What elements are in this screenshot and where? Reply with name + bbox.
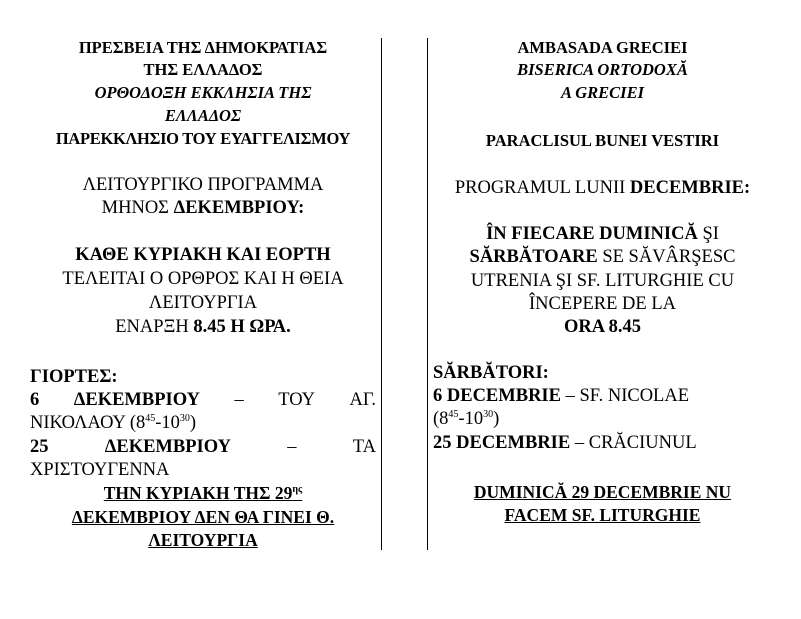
note-line-2: ΔΕΚΕΜΒΡΙΟΥ ΔΕΝ ΘΑ ΓΙΝΕΙ Θ. — [71, 507, 335, 527]
note-line-3: ΛΕΙΤΟΥΡΓΙΑ — [148, 530, 258, 550]
ro-service-line: UTRENIA ŞI SF. LITURGHIE CU — [470, 271, 735, 291]
feast-2-day: 25 — [30, 437, 49, 457]
ro-feast-1-rest: – SF. NICOLAE — [560, 386, 690, 406]
start-prefix: ΕΝΑΡΞΗ — [115, 317, 189, 337]
column-divider-right — [427, 38, 428, 550]
feast-1-name: ΝΙΚΟΛΑΟΥ (8 — [30, 413, 146, 433]
feast-2-dash: – — [287, 437, 297, 457]
ro-feast-1-close: ) — [493, 409, 500, 429]
header-line-2: ΤΗΣ ΕΛΛΑΔΟΣ — [143, 60, 263, 79]
header-line-4: ΕΛΛΑΔΟΣ — [164, 106, 242, 125]
ro-header-line-2: BISERICA ORTODOXĂ — [517, 60, 688, 79]
feast-2-month: ΔΕΚΕΜΒΡΙΟΥ — [104, 437, 232, 457]
feast-1-word-2: ΑΓ. — [349, 390, 376, 410]
start-time: 8.45 Η ΩΡΑ. — [193, 317, 291, 337]
feast-1-line-2 — [30, 412, 376, 435]
feast-1-sup-1: 45 — [145, 412, 156, 424]
feast-1-word-1: ΤΟΥ — [278, 390, 316, 410]
ro-program-line — [430, 177, 775, 200]
header-line-3: ΟΡΘΟΔΟΞΗ ΕΚΚΛΗΣΙΑ ΤΗΣ — [94, 83, 312, 102]
ro-program-month: DECEMBRIE: — [629, 178, 751, 198]
ro-program-prefix: PROGRAMUL LUNII — [454, 178, 626, 198]
ro-feast-1-open: (8 — [433, 409, 449, 429]
ro-sunday-line-1 — [430, 223, 775, 246]
feast-1-dash: – — [234, 390, 244, 410]
month-name: ΔΕΚΕΜΒΡΙΟΥ: — [173, 198, 305, 218]
note-line-1 — [30, 482, 376, 504]
feast-1-line-1 — [30, 389, 376, 412]
feasts-title: ΓΙΟΡΤΕΣ: — [30, 367, 118, 387]
feast-1-end: ) — [189, 413, 197, 433]
month-prefix: ΜΗΝΟΣ — [101, 198, 169, 218]
feast-1-sup-2: 30 — [179, 412, 190, 424]
start-time-line — [30, 316, 376, 339]
column-divider-left — [381, 38, 382, 550]
ro-feast-2-line — [433, 432, 775, 455]
ro-sunday-a: ÎN FIECARE DUMINICĂ — [486, 224, 698, 244]
ro-header-line-3: A GRECIEI — [561, 83, 644, 102]
ro-feast-1-sup-2: 30 — [483, 408, 494, 420]
feast-2-line-1 — [30, 436, 376, 459]
note-1-sup: ης — [292, 484, 303, 496]
ro-time-line: ORA 8.45 — [563, 317, 642, 337]
note-1-text: ΤΗΝ ΚΥΡΙΑΚΗ ΤΗΣ 29 — [103, 483, 293, 503]
feast-1-month: ΔΕΚΕΜΒΡΙΟΥ — [73, 390, 200, 410]
ro-note-line-2: FACEM SF. LITURGHIE — [504, 505, 701, 525]
ro-sunday-line-2 — [430, 246, 775, 269]
feast-1-mid: -10 — [155, 413, 180, 433]
header-line-1: ΠΡΕΣΒΕΙΑ ΤΗΣ ΔΗΜΟΚΡΑΤΙΑΣ — [78, 38, 328, 57]
feast-2-line-2: ΧΡΙΣΤΟΥΓΕΝΝΑ — [30, 460, 170, 480]
ro-chapel-name: PARACLISUL BUNEI VESTIRI — [485, 131, 720, 150]
ro-feast-1-sup-1: 45 — [448, 408, 459, 420]
ro-feast-2-date: 25 DECEMBRIE — [433, 433, 571, 453]
header-line-5: ΠΑΡΕΚΚΛΗΣΙΟ ΤΟΥ ΕΥΑΓΓΕΛΙΣΜΟΥ — [55, 129, 351, 148]
feast-1-day: 6 — [30, 390, 40, 410]
ro-header-line-1: AMBASADA GRECIEI — [517, 38, 688, 57]
ro-sunday-and: ŞI — [697, 224, 719, 244]
ro-feast-1-line-1 — [433, 385, 775, 408]
service-line-1: ΤΕΛΕΙΤΑΙ Ο ΟΡΘΡΟΣ ΚΑΙ Η ΘΕΙΑ — [62, 269, 344, 289]
ro-feasts-title: SĂRBĂTORI: — [433, 363, 549, 383]
feast-2-word-1: ΤΑ — [352, 437, 376, 457]
ro-note-line-1: DUMINICĂ 29 DECEMBRIE NU — [473, 482, 732, 502]
ro-sunday-c: SE SĂVÂRŞESC — [597, 247, 736, 267]
ro-begin-line: ÎNCEPERE DE LA — [529, 294, 676, 314]
sunday-heading: ΚΑΘΕ ΚΥΡΙΑΚΗ ΚΑΙ ΕΟΡΤΗ — [75, 245, 331, 265]
program-month — [30, 197, 376, 220]
ro-feast-1-mid: -10 — [458, 409, 484, 429]
service-line-2: ΛΕΙΤΟΥΡΓΙΑ — [148, 293, 258, 313]
ro-feast-2-rest: – CRĂCIUNUL — [570, 433, 697, 453]
program-title: ΛΕΙΤΟΥΡΓΙΚΟ ΠΡΟΓΡΑΜΜΑ — [82, 175, 324, 195]
ro-feast-1-date: 6 DECEMBRIE — [433, 386, 561, 406]
ro-sunday-b: SĂRBĂTOARE — [469, 247, 598, 267]
ro-feast-1-line-2 — [433, 408, 775, 431]
